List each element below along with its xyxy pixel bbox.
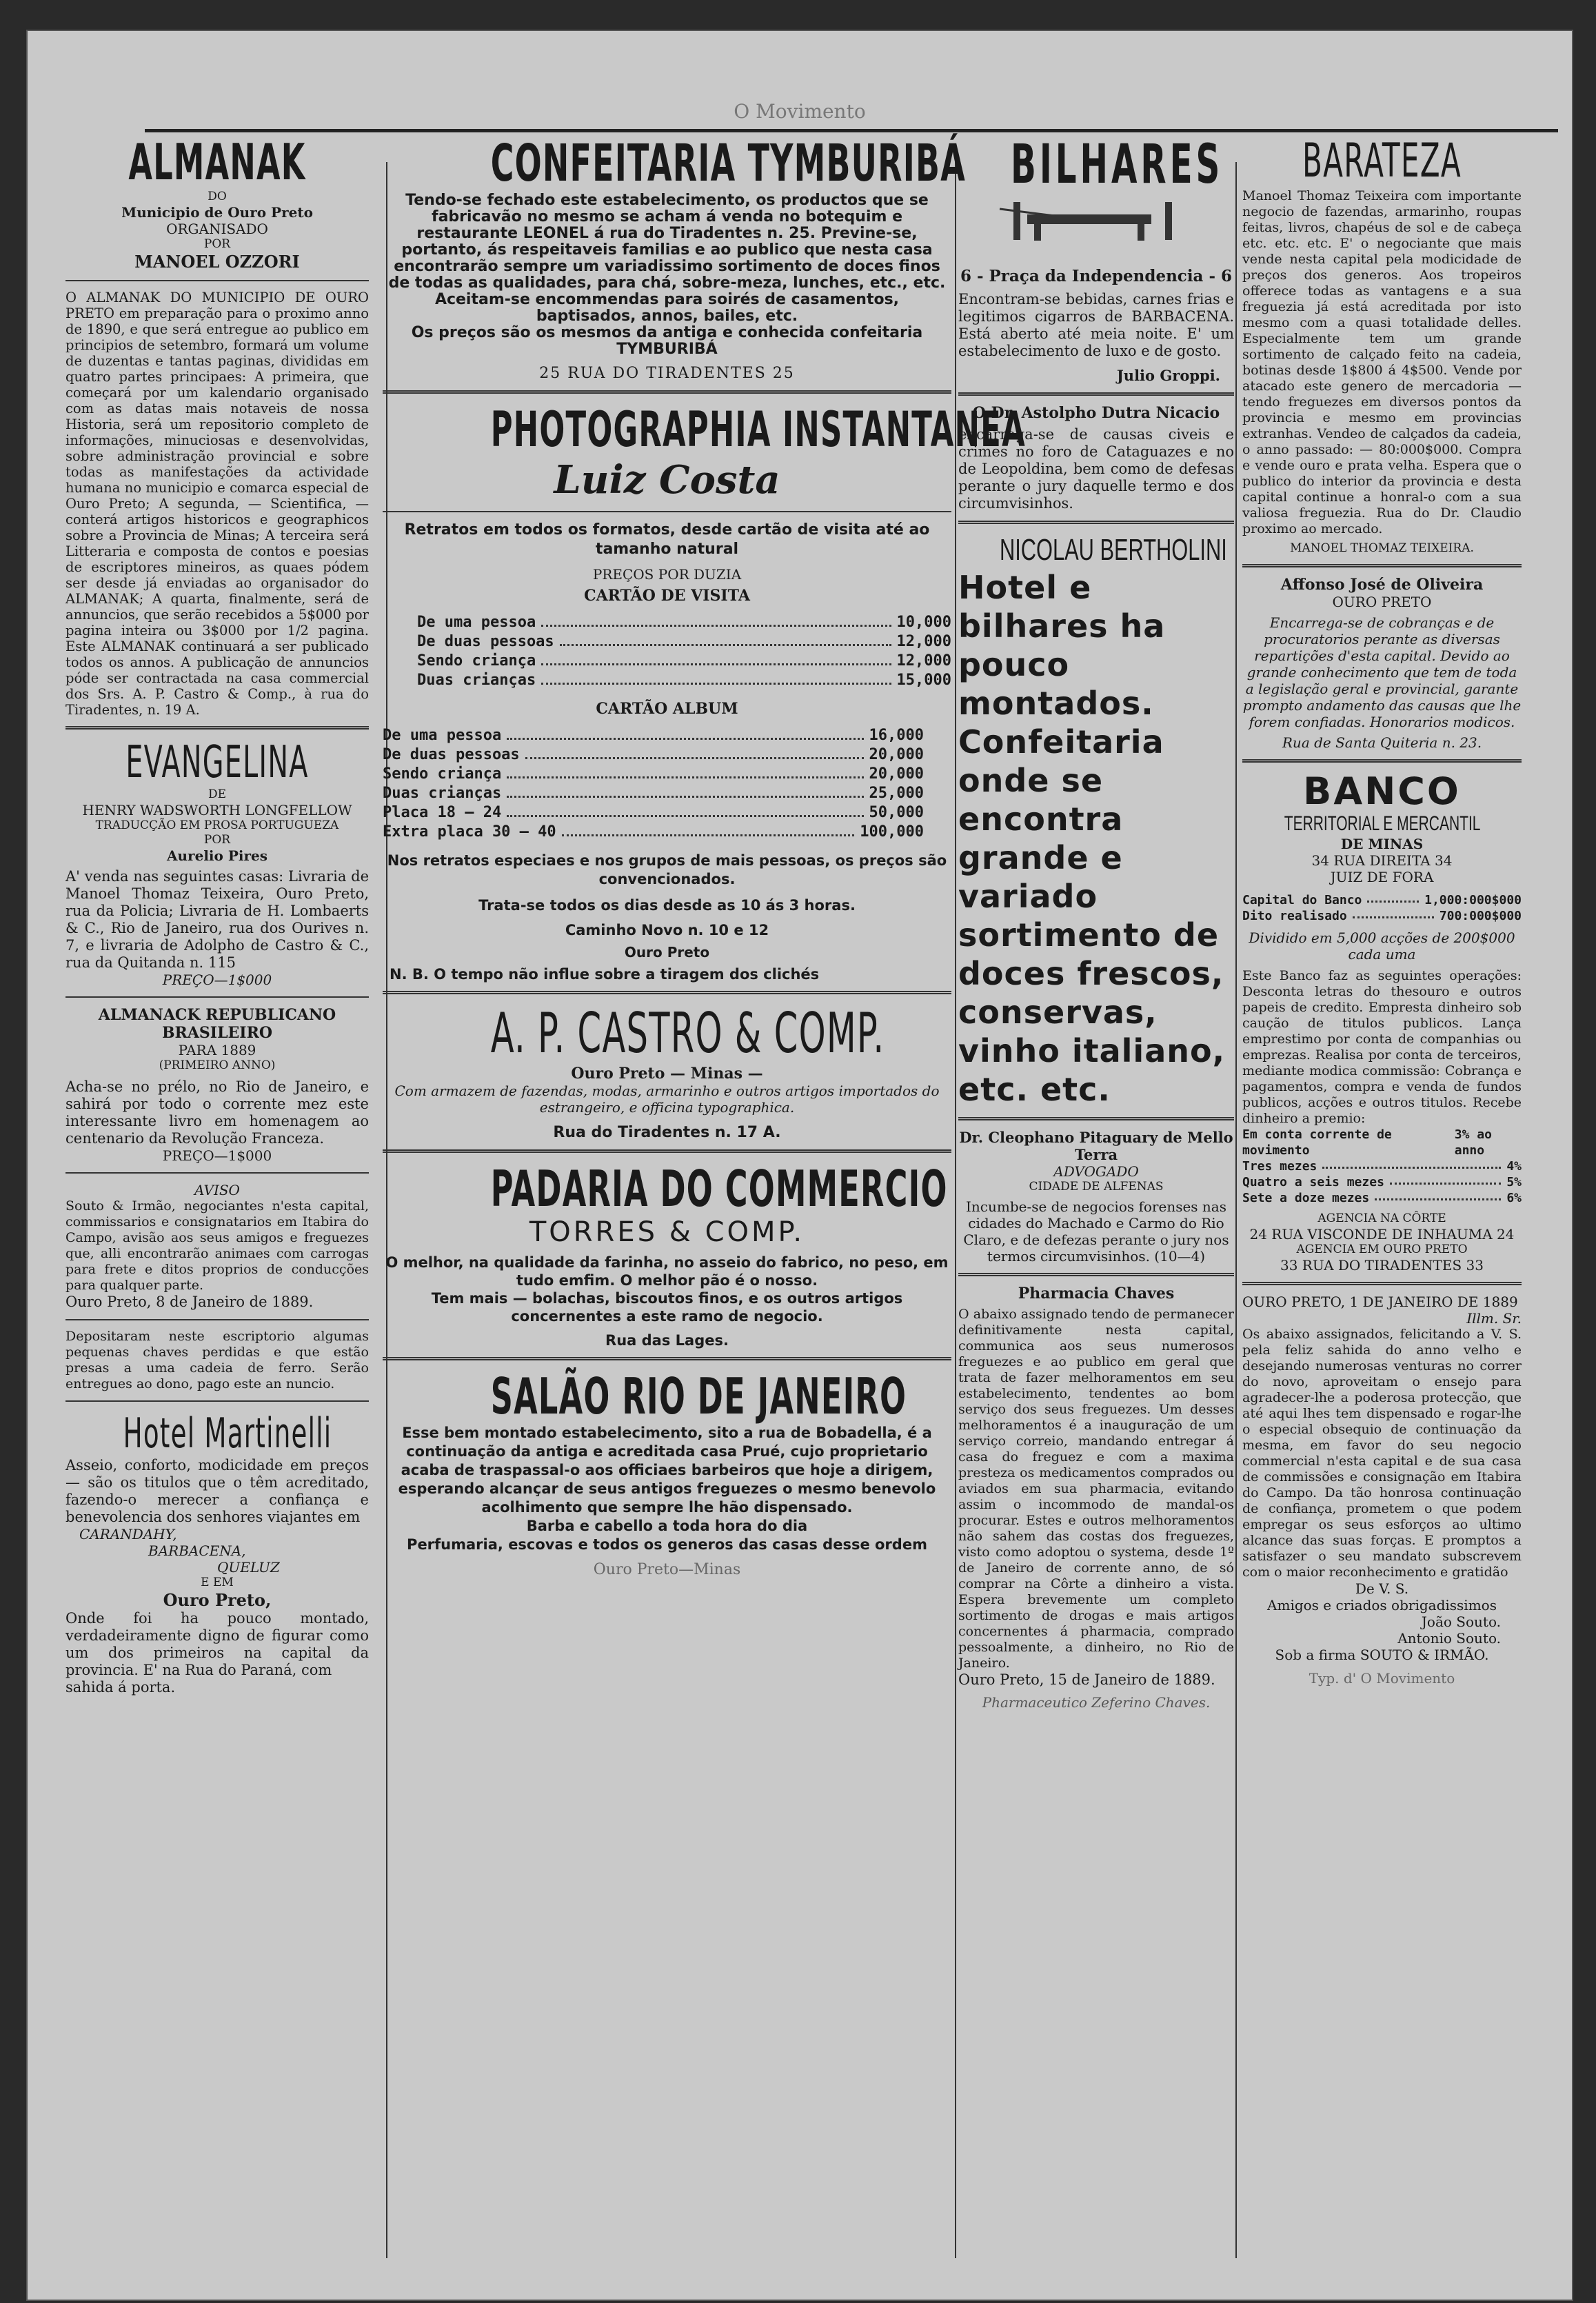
chaves-text: O abaixo assignado tendo de permanecer definitivamente nesta capital, communica aos seus numerosos freguezes e ao publico em geral que trata de fazer melhoramentos em seu estabelecimento, tendentes ao bom serviço dos seus freguezes. Um desses melhoramentos é a inauguração de um serviço correio, mandando entregar á casa do freguez e com a maxima presteza os medicamentos comprados ou aviados em sua pharmacia, evitando assim o incommodo de mandal-os procurar. Estes e outros melhoramentos não sahem das costas dos freguezes, visto como adoptou o systema, desde 1º de Janeiro de corrente anno, de só comprar na Côrte a dinheiro a vista. Espera brevemente um completo sortimento de drogas e mais artigos concernentes á pharmacia, comprado pessoalmente, a dinheiro, no Rio de Janeiro.: [958, 1307, 1234, 1671]
republicano-title: ALMANACK REPUBLICANO: [98, 1006, 336, 1024]
bilhares-address: 6 - Praça da Independencia - 6: [960, 267, 1233, 285]
price-value: 6%: [1506, 1191, 1522, 1205]
almanak-text: O ALMANAK DO MUNICIPIO DE OURO PRETO em preparação para o proximo anno de 1890, e que será entregue ao publico em principios de setembro, formará um volume de duzentas e tantas paginas, divididas em quatro partes principaes: A primeira, que começará por um kalendario organisado com as datas mais notaveis de nossa Historia, será um repositorio completo de informações, minuciosas e desenvolvidas, sobre administração provincial e sobre todas as manifestações da actividade humana no municipio e comarca especial de Ouro Preto; A segunda, — Scientifica, — conterá artigos historicos e geographicos sobre a Provincia de Minas; A terceira será Litteraria e composta de contos e poesias de escriptores mineiros, as quaes pódem ser desde já enviadas ao organisador do ALMANAK; A quarta, finalmente, será de annuncios, que serão recebidos a 5$000 por pagina inteira ou 3$000 por 1/2 pagina. Este ALMANAK continuará a ser publicado todos os annos. A publicação de annuncios póde ser contractada na casa commercial dos Srs. A. P. Castro & Comp., à rua do Tiradentes, n. 19 A.: [65, 290, 369, 718]
price-label: Dito realisado: [1242, 909, 1347, 923]
padaria-text: O melhor, na qualidade da farinha, no asseio do fabrico, no peso, em tudo emfim. O melhor pão é o nosso.: [385, 1254, 949, 1289]
price-row: [383, 784, 924, 803]
price-row: [417, 671, 951, 690]
divider: [65, 1172, 369, 1174]
price-label: Em conta corrente de movimento: [1242, 1127, 1392, 1158]
price-value: 10,000: [896, 614, 951, 631]
almanak-title: ALMANAK: [128, 133, 306, 191]
price-value: 3% ao anno: [1454, 1127, 1492, 1158]
dot-leader: [1390, 1174, 1501, 1185]
nicolau-title: NICOLAU BERTHOLINI: [1000, 533, 1227, 567]
banco-subtitle2: DE MINAS: [1340, 836, 1424, 852]
padaria-firm: TORRES & COMP.: [529, 1216, 805, 1248]
divider: [1242, 1282, 1522, 1285]
divider: [65, 726, 369, 730]
castro-city: Ouro Preto — Minas —: [571, 1065, 763, 1083]
dot-leader: [1353, 908, 1434, 918]
visita-heading: CARTÃO DE VISITA: [584, 587, 750, 605]
divider: [383, 511, 951, 512]
salao-text2: Barba e cabello a toda hora do dia: [526, 1518, 808, 1534]
padaria-text2: Tem mais — bolachas, biscoutos finos, e os outros artigos concernentes a este ramo de negocio.: [431, 1290, 903, 1325]
divider: [65, 1319, 369, 1320]
souto-firm: Sob a firma SOUTO & IRMÃO.: [1275, 1647, 1489, 1663]
pitaguary-text: Incumbe-se de negocios forenses nas cidades do Machado e Carmo do Rio Claro, e de defezas perante o jury nos termos circumvisinhos. (10—4): [963, 1198, 1229, 1265]
divider: [958, 1273, 1234, 1276]
price-row: [383, 745, 924, 765]
evangelina-price: PREÇO—1$000: [162, 972, 272, 988]
banco-subtitle: TERRITORIAL E MERCANTIL: [1284, 812, 1481, 835]
republicano-price: PREÇO—1$000: [162, 1147, 272, 1164]
hotel-eem: E EM: [201, 1576, 234, 1589]
republicano-year: PARA 1889: [178, 1042, 256, 1058]
souto-name: Antonio Souto.: [1397, 1630, 1501, 1647]
deposit-text: Depositaram neste escriptorio algumas pequenas chaves perdidas e que estão presas a uma cadeia de ferro. Serão entregues ao dono, pago este an nuncio.: [65, 1329, 369, 1391]
dutra-text: encarrega-se de causas civeis e crimes no foro de Cataguazes e no de Leopoldina, bem como de defesas perante o jury daquelle termo e dos circumvisinhos.: [958, 426, 1234, 512]
evangelina-translator: Aurelio Pires: [167, 847, 267, 864]
bilhares-text: Encontram-se bebidas, carnes frias e legitimos cigarros de BARBACENA. Está aberto até meia noite. E' um estabelecimento de luxo e de gosto.: [958, 291, 1234, 359]
souto-closing2: Amigos e criados obrigadissimos: [1267, 1597, 1497, 1613]
banco-agency: AGENCIA NA CÔRTE: [1317, 1211, 1446, 1225]
confeitaria-text: Tendo-se fechado este estabelecimento, os productos que se fabricavão no mesmo se acham á venda no botequim e restaurante LEONEL á rua do Tiradentes n. 25. Previne-se, portanto, ás respeitaveis familias e ao publico que nesta casa encontrarão sempre um variadissimo sortimento de doces finos de todas as qualidades, para chá, sobre-meza, lunches, etc., etc.: [388, 192, 946, 292]
aviso-date: Ouro Preto, 8 de Janeiro de 1889.: [65, 1294, 314, 1310]
evangelina-de: DE: [208, 787, 227, 801]
price-value: 25,000: [869, 785, 924, 802]
barateza-sign: MANOEL THOMAZ TEIXEIRA.: [1290, 541, 1474, 555]
price-row: [1242, 1127, 1522, 1158]
price-value: 16,000: [869, 727, 924, 744]
affonso-address: Rua de Santa Quiteria n. 23.: [1282, 734, 1482, 751]
almanak-do: DO: [208, 190, 227, 203]
dot-leader: [507, 803, 863, 817]
evangelina-translation: TRADUCÇÃO EM PROSA PORTUGUEZA: [95, 818, 339, 832]
footer-city: Ouro Preto—Minas: [593, 1561, 741, 1578]
column-rule: [955, 162, 956, 2258]
price-value: 100,000: [860, 823, 924, 841]
top-rule: [145, 129, 1558, 132]
divider: [383, 991, 951, 994]
photographia-note: Nos retratos especiaes e nos grupos de mais pessoas, os preços são convencionados.: [387, 852, 947, 887]
dot-leader: [1375, 1190, 1501, 1200]
banco-city: JUIZ DE FORA: [1330, 869, 1434, 885]
dot-leader: [507, 784, 863, 798]
album-price-list: [383, 726, 951, 842]
price-value: 12,000: [896, 633, 951, 650]
dot-leader: [1322, 1158, 1501, 1169]
banco-text: Este Banco faz as seguintes operações: Desconta letras do thesouro e outros papeis de credito. Empresta dinheiro sob caução de titulos publicos. Lança emprestimo por conta de companhias ou emprezas. Realisa por conta de terceiros, mediante modica commissão: Cobrança e pagamentos, compra e venda de fundos publicos, acções e outros titulos. Recebe dinheiro a premio:: [1242, 968, 1522, 1126]
banco-agency2-address: 33 RUA DO TIRADENTES 33: [1280, 1257, 1484, 1274]
column-1: [65, 134, 369, 1696]
banco-rates-list: [1242, 1127, 1522, 1206]
dot-leader: [525, 745, 864, 759]
divider: [65, 280, 369, 281]
hotel-text2: Onde foi ha pouco montado, verdadeiramente digno de figurar como um dos primeiros na capital da provincia. E' na Rua do Paraná, com: [65, 1610, 369, 1678]
hotel-city: QUELUZ: [217, 1559, 280, 1576]
column-rule: [1235, 162, 1237, 2258]
nicolau-text: Hotel e bilhares ha pouco montados. Confeitaria onde se encontra grande e variado sortimento de doces frescos, conservas, vinho italiano, etc. etc.: [958, 569, 1226, 1108]
photographia-city: Ouro Preto: [624, 944, 710, 961]
divider: [65, 996, 369, 998]
price-row: [1242, 1158, 1522, 1174]
price-row: [417, 613, 951, 632]
souto-date: OURO PRETO, 1 DE JANEIRO DE 1889: [1242, 1294, 1518, 1310]
almanak-subtitle: Municipio de Ouro Preto: [121, 204, 313, 221]
album-heading: CARTÃO ALBUM: [596, 700, 738, 718]
castro-text: Com armazem de fazendas, modas, armarinho e outros artigos importados do estrangeiro, e officina typographica.: [394, 1083, 940, 1116]
pitaguary-role: ADVOGADO: [1053, 1163, 1139, 1180]
price-row: [383, 765, 924, 784]
price-label: De duas pessoas: [383, 746, 520, 763]
prices-heading: PREÇOS POR DUZIA: [592, 566, 742, 583]
photographia-title: PHOTOGRAPHIA INSTANTANEA: [490, 401, 1026, 458]
evangelina-text: A' venda nas seguintes casas: Livraria de Manoel Thomaz Teixeira, Ouro Preto, rua da Policia; Livraria de H. Lombaerts & C., Rio de Janeiro, rua dos Ourives n. 7, e livraria de Adolpho de Castro & C., rua da Quitanda n. 115: [65, 868, 369, 971]
photographia-hours: Trata-se todos os dias desde as 10 ás 3 horas.: [478, 897, 856, 914]
hotel-city: CARANDAHY,: [79, 1526, 177, 1542]
price-row: [1242, 908, 1522, 924]
price-label: Duas crianças: [383, 785, 502, 802]
price-value: 50,000: [869, 804, 924, 821]
padaria-address: Rua das Lages.: [605, 1332, 729, 1349]
price-label: Sendo criança: [383, 765, 502, 783]
hotel-city: BARBACENA,: [148, 1542, 246, 1559]
banco-capital-list: [1242, 892, 1522, 924]
salao-text3: Perfumaria, escovas e todos os generos das casas desse ordem: [407, 1536, 927, 1553]
price-label: Capital do Banco: [1242, 893, 1362, 907]
price-value: 4%: [1506, 1159, 1522, 1174]
dot-leader: [507, 765, 863, 778]
price-label: Sendo criança: [417, 652, 536, 670]
confeitaria-text3: Os preços são os mesmos da antiga e conhecida confeitaria TYMBURIBÁ: [411, 324, 923, 358]
price-row: [1242, 1190, 1522, 1206]
photographia-address: Caminho Novo n. 10 e 12: [565, 922, 769, 938]
divider: [383, 1357, 951, 1360]
confeitaria-title: CONFEITARIA TYMBURIBÁ: [490, 134, 967, 193]
salao-title: SALÃO RIO DE JANEIRO: [490, 1367, 907, 1425]
dot-leader: [562, 823, 855, 836]
hotel-text: Asseio, conforto, modicidade em preços — são os titulos que o têm acreditado, fazendo-o merecer a confiança e benevolencia dos senhores viajantes em: [65, 1457, 369, 1525]
price-label: Placa 18 — 24: [383, 804, 502, 821]
photographia-text: Retratos em todos os formatos, desde cartão de visita até ao tamanho natural: [404, 521, 930, 558]
price-row: [383, 726, 924, 745]
running-head: O Movimento: [734, 100, 866, 123]
divider: [383, 1149, 951, 1153]
divider: [958, 392, 1234, 396]
column-3: [958, 134, 1234, 1711]
price-label: Tres mezes: [1242, 1159, 1317, 1174]
divider: [958, 521, 1234, 524]
souto-text: Os abaixo assignados, felicitando a V. S. pela feliz sahida do anno velho e desejando numerosas venturas no correr do novo, aproveitam o ensejo para agradecer-lhe a poderosa protecção, que até aqui lhes tem dispensado e rogar-lhe o especial obsequio de continuação da mesma, em favor do seu negocio commercial n'esta capital e de sua casa de commissões e consignação em Itabira do Campo. Da tão honrosa continuação de confiança, prometem o que podem empregar os seus esforços ao ultimo alcance das suas forças. E promptos a satisfazer o seu mandato subscrevem com o maior reconhecimento e gratidão: [1242, 1327, 1522, 1580]
divider: [958, 1117, 1234, 1120]
price-value: 20,000: [869, 746, 924, 763]
almanak-organised: ORGANISADO: [166, 221, 268, 237]
billiard-table-icon: [958, 195, 1234, 243]
price-label: Sete a doze mezes: [1242, 1191, 1370, 1205]
pitaguary-city: CIDADE DE ALFENAS: [1029, 1180, 1164, 1194]
banco-agency2: AGENCIA EM OURO PRETO: [1296, 1243, 1468, 1256]
price-row: [417, 652, 951, 671]
republicano-text: Acha-se no prélo, no Rio de Janeiro, e sahirá por todo o corrente mez este interessante livro em homenagem ao centenario da Revolução Franceza.: [65, 1078, 369, 1147]
banco-agency-address: 24 RUA VISCONDE DE INHAUMA 24: [1249, 1226, 1515, 1243]
evangelina-por: POR: [203, 833, 231, 847]
evangelina-author: HENRY WADSWORTH LONGFELLOW: [82, 802, 352, 818]
dutra-title: O Dr. Astolpho Dutra Nicacio: [972, 404, 1220, 422]
evangelina-title: EVANGELINA: [125, 737, 309, 788]
dot-leader: [507, 726, 863, 740]
price-value: 12,000: [896, 652, 951, 670]
banco-address: 34 RUA DIREITA 34: [1311, 852, 1453, 869]
affonso-city: OURO PRETO: [1332, 594, 1432, 610]
price-value: 5%: [1506, 1175, 1522, 1189]
price-label: De uma pessoa: [383, 727, 502, 744]
price-value: 15,000: [896, 672, 951, 689]
confeitaria-address: 25 RUA DO TIRADENTES 25: [539, 365, 795, 382]
aviso-text: Souto & Irmão, negociantes n'esta capital, commissarios e consignatarios em Itabira do Campo, avisão aos seus amigos e freguezes que, alli encontrarão animaes com carrogas para frete e ditos proprios de conducções para qualquer parte.: [65, 1198, 369, 1293]
dot-leader: [541, 652, 891, 665]
price-value: 20,000: [869, 765, 924, 783]
price-label: De uma pessoa: [417, 614, 536, 631]
castro-title: A. P. CASTRO & COMP.: [490, 1001, 885, 1065]
price-label: Quatro a seis mezes: [1242, 1175, 1384, 1189]
price-row: [1242, 1174, 1522, 1190]
almanak-por: POR: [203, 237, 231, 251]
price-label: De duas pessoas: [417, 633, 554, 650]
chaves-title: Pharmacia Chaves: [1018, 1285, 1175, 1303]
dot-leader: [541, 613, 891, 627]
hotel-city-main: Ouro Preto,: [163, 1590, 272, 1610]
pitaguary-title: Dr. Cleophano Pitaguary de Mello Terra: [959, 1129, 1233, 1163]
divider: [383, 390, 951, 394]
price-row: [383, 803, 924, 823]
column-2: [383, 134, 1026, 1578]
banco-division: Dividido em 5,000 acções de 200$000 cada uma: [1249, 929, 1515, 963]
banco-title: BANCO: [1303, 770, 1461, 813]
souto-closing: De V. S.: [1355, 1580, 1409, 1597]
affonso-text: Encarrega-se de cobranças e de procuratorios perante as diversas repartições d'esta capital. Devido ao grande conhecimento que tem de toda a legislação geral e provincial, garante prompto andamento das causas que lhe forem confiadas. Honorarios modicos.: [1242, 614, 1522, 730]
photographia-nb: N. B. O tempo não influe sobre a tiragem dos clichés: [390, 966, 820, 983]
column-4: [1242, 134, 1522, 1687]
hotel-text3: sahida á porta.: [65, 1679, 176, 1696]
dot-leader: [541, 671, 891, 685]
dot-leader: [560, 632, 891, 646]
price-row: [1242, 892, 1522, 908]
bilhares-sign: Julio Groppi.: [1116, 367, 1220, 384]
footer-typography: Typ. d' O Movimento: [1309, 1670, 1455, 1687]
hotel-title: Hotel Martinelli: [123, 1409, 332, 1458]
price-label: Duas crianças: [417, 672, 536, 689]
castro-address: Rua do Tiradentes n. 17 A.: [553, 1124, 781, 1141]
price-value: 1,000:000$000: [1424, 893, 1522, 907]
chaves-sign: Pharmaceutico Zeferino Chaves.: [982, 1694, 1211, 1711]
barateza-text: Manoel Thomaz Teixeira com importante negocio de fazendas, armarinho, roupas feitas, livros, chapéus de sol e de cabeça etc. etc. etc. E' o negociante que mais vende nesta capital pela modicidade de preços dos generos. Aos tropeiros offerece todas as vantagens e a sua freguezia já está acreditada por isto mesmo com a quasi totalidade delles. Especialmente tem um grande sortimento de calçado feito na cadeia, botinas desde 1$800 á 4$500. Vende por atacado este genero de mercadoria — tendo freguezes em diversos pontos da provincia e mesmo em provincias extranhas. Vendeo de calçados da cadeia, o anno passado: — 80:000$000. Compra e vende ouro e prata velha. Espera que o publico do interior da provincia e desta capital continue a honral-o com a sua valiosa freguezia. Rua do Dr. Claudio proximo ao mercado.: [1242, 188, 1522, 536]
visita-price-list: [383, 613, 951, 690]
aviso-title: AVISO: [194, 1182, 240, 1198]
divider: [1242, 564, 1522, 567]
republicano-title2: BRASILEIRO: [161, 1024, 273, 1042]
photographia-name: Luiz Costa: [554, 457, 780, 503]
confeitaria-text2: Aceitam-se encommendas para soirés de casamentos, baptisados, annos, bailes, etc.: [434, 291, 900, 325]
bilhares-title: BILHARES: [1011, 134, 1224, 196]
affonso-title: Affonso José de Oliveira: [1280, 576, 1484, 594]
souto-name: João Souto.: [1421, 1613, 1501, 1630]
padaria-title: PADARIA DO COMMERCIO: [490, 1160, 948, 1218]
barateza-title: BARATEZA: [1302, 134, 1462, 188]
divider: [65, 1400, 369, 1402]
price-label: Extra placa 30 — 40: [383, 823, 556, 841]
price-row: [417, 632, 951, 652]
dot-leader: [1367, 892, 1419, 903]
price-row: [383, 823, 924, 842]
republicano-first: (PRIMEIRO ANNO): [159, 1058, 276, 1072]
almanak-author: MANOEL OZZORI: [134, 252, 300, 272]
divider: [1242, 759, 1522, 763]
price-value: 700:000$000: [1439, 909, 1522, 923]
souto-salute: Illm. Sr.: [1466, 1310, 1522, 1327]
chaves-date: Ouro Preto, 15 de Janeiro de 1889.: [958, 1671, 1215, 1688]
salao-text: Esse bem montado estabelecimento, sito a rua de Bobadella, é a continuação da antiga e acreditada casa Prué, cujo proprietario acaba de traspassal-o aos officiaes barbeiros que hoje a dirigem, esperando alcançar de seus antigos freguezes o mesmo benevolo acolhimento que sempre lhe hão dispensado.: [398, 1425, 936, 1516]
